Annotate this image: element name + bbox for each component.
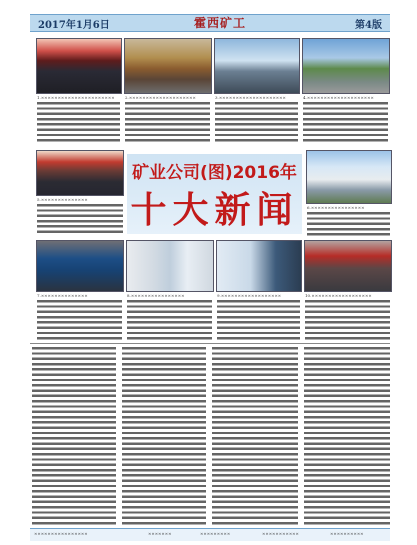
headline-subtitle: 矿业公司(图)2016年 — [132, 163, 297, 183]
page-number: 第4版 — [355, 20, 382, 31]
caption-8: 8.×××××××××××××××× — [127, 293, 185, 298]
page-footer — [30, 528, 390, 541]
article-text-5 — [37, 204, 123, 234]
article-text-6 — [307, 212, 390, 238]
headline-title: 十大新闻 — [130, 190, 299, 231]
footer-text-5: ×××××××××× — [330, 531, 364, 536]
masthead: 霍西矿工 — [194, 16, 247, 30]
body-column-2 — [122, 347, 206, 525]
photo-9-office — [216, 240, 302, 292]
photo-5-conference — [36, 150, 124, 196]
issue-date: 2017年1月6日 — [38, 20, 110, 31]
caption-1: 1.×××××××××××××××××××××× — [37, 95, 115, 100]
article-text-8 — [127, 300, 212, 340]
caption-6: 6.×××××××××××××××× — [307, 205, 365, 210]
article-text-7 — [37, 300, 122, 340]
body-column-3 — [212, 347, 298, 525]
headline-banner — [127, 154, 302, 234]
caption-4: 4.×××××××××××××××××××× — [303, 95, 374, 100]
photo-7-workers — [36, 240, 124, 292]
photo-10-rally — [304, 240, 392, 292]
footer-text-3: ××××××××× — [200, 531, 231, 536]
caption-10: 10.×××××××××××××××××× — [305, 293, 372, 298]
photo-8-documents — [126, 240, 214, 292]
footer-text-4: ××××××××××× — [262, 531, 299, 536]
photo-6-building — [306, 150, 392, 204]
page-header — [30, 14, 390, 32]
article-text-2 — [125, 102, 210, 142]
caption-2: 2.×××××××××××××××××××× — [125, 95, 196, 100]
caption-9: 9.×××××××××××××××××× — [217, 293, 282, 298]
photo-4-street — [302, 38, 390, 94]
photo-3-plant — [214, 38, 300, 94]
footer-text-1: ×××××××××××××××× — [34, 531, 88, 536]
body-column-4 — [304, 347, 390, 525]
caption-7: 7.×××××××××××××× — [37, 293, 88, 298]
section-divider — [30, 343, 390, 344]
caption-5: 5.×××××××××××××× — [37, 197, 88, 202]
photo-1-meeting — [36, 38, 122, 94]
body-column-1 — [32, 347, 116, 525]
caption-3: 3.×××××××××××××××××××× — [215, 95, 286, 100]
photo-2-conveyor — [124, 38, 212, 94]
article-text-3 — [215, 102, 298, 142]
footer-text-2: ××××××× — [148, 531, 172, 536]
article-text-10 — [305, 300, 390, 340]
article-text-1 — [37, 102, 120, 142]
article-text-4 — [303, 102, 388, 142]
article-text-9 — [217, 300, 300, 340]
